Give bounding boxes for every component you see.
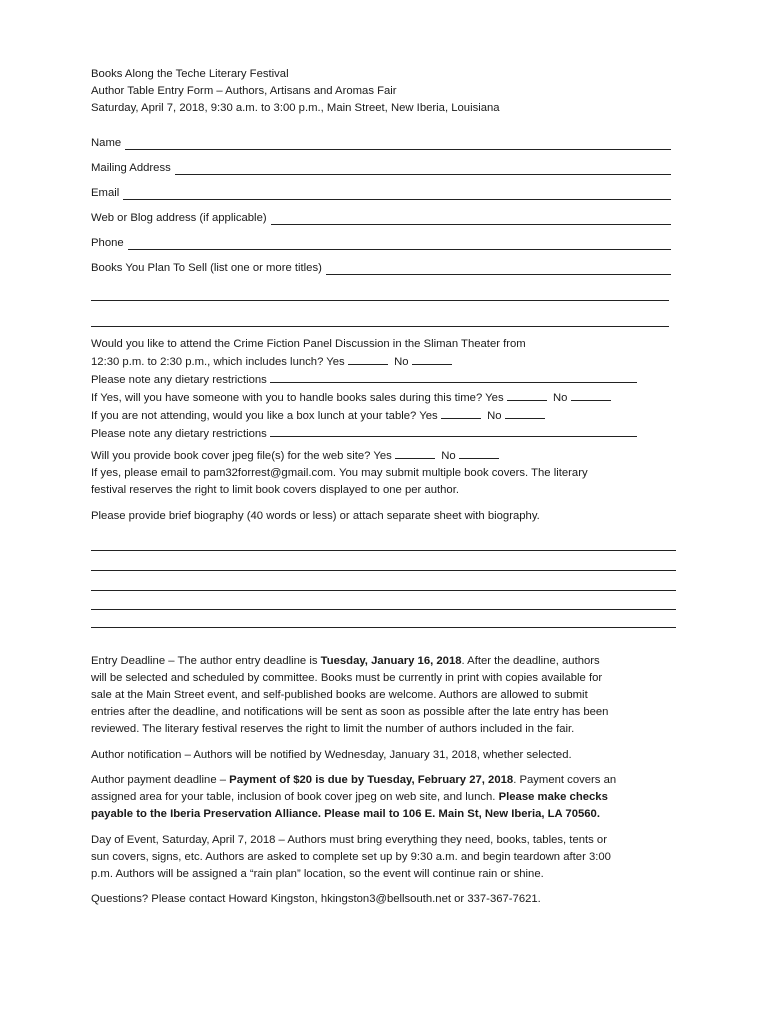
sales-yes-blank[interactable] (507, 389, 547, 401)
books-field[interactable] (91, 260, 671, 277)
payment-covers-text: assigned area for your table, inclusion of book cover jpeg on web site, and lunch. (91, 791, 499, 803)
deadline-line: reviewed. The literary festival reserves the right to limit the number of authors included in the fair. (91, 723, 575, 735)
biography-line[interactable] (91, 550, 676, 551)
panel-yes-blank[interactable] (348, 353, 388, 365)
day-of-line: sun covers, signs, etc. Authors are asked to complete set up by 9:30 a.m. and begin teardown after 3:00 (91, 851, 611, 863)
box-lunch-line (91, 407, 691, 425)
books-extra-line[interactable] (91, 300, 669, 301)
day-of-line: Day of Event, Saturday, April 7, 2018 – Authors must bring everything they need, books, tables, tents or (91, 834, 607, 846)
web-label: Web or Blog address (if applicable) (91, 212, 267, 224)
panel-question: Would you like to attend the Crime Fiction Panel Discussion in the Sliman Theater from (91, 338, 526, 350)
cover-yes-blank[interactable] (395, 447, 435, 459)
entry-deadline-paragraph (91, 653, 681, 738)
notification-text: Author notification – Authors will be notified by Wednesday, January 31, 2018, whether selected. (91, 749, 572, 761)
deadline-line (91, 653, 681, 670)
payment-line (91, 789, 681, 806)
box-yes-blank[interactable] (441, 407, 481, 419)
book-cover-section (91, 447, 691, 499)
questions-text: Questions? Please contact Howard Kingston, hkingston3@bellsouth.net or 337-367-7621. (91, 893, 541, 905)
event-date-location: Saturday, April 7, 2018, 9:30 a.m. to 3:00 p.m., Main Street, New Iberia, Louisiana (91, 102, 500, 114)
panel-question-times (91, 353, 691, 371)
payment-checks-text: Please make checks (498, 791, 608, 803)
dietary-blank[interactable] (270, 425, 637, 437)
name-field[interactable] (91, 135, 671, 152)
biography-line[interactable] (91, 570, 676, 571)
payment-line (91, 806, 681, 823)
biography-line[interactable] (91, 609, 676, 610)
dietary-line (91, 371, 691, 389)
email-blank[interactable] (123, 187, 671, 200)
mailing-address-label: Mailing Address (91, 162, 171, 174)
panel-lunch-text: 12:30 p.m. to 2:30 p.m., which includes lunch? Yes (91, 356, 345, 368)
payment-paragraph (91, 772, 681, 823)
payment-line (91, 772, 681, 789)
deadline-date: Tuesday, January 16, 2018 (320, 655, 462, 667)
deadline-line: entries after the deadline, and notifications will be sent as soon as possible after the late entry has been (91, 706, 609, 718)
dietary-label: Please note any dietary restrictions (91, 374, 267, 386)
deadline-line: sale at the Main Street event, and self-published books are welcome. Authors are allowed to submit (91, 689, 588, 701)
day-of-line: p.m. Authors will be assigned a “rain plan” location, so the event will continue rain or shine. (91, 868, 544, 880)
mailing-address-field[interactable] (91, 160, 671, 177)
day-of-event-paragraph (91, 832, 681, 883)
books-label: Books You Plan To Sell (list one or more titles) (91, 262, 322, 274)
book-cover-email: If yes, please email to pam32forrest@gmail.com. You may submit multiple book covers. The literary (91, 467, 588, 479)
biography-line[interactable] (91, 590, 676, 591)
form-header (91, 66, 691, 117)
panel-no-blank[interactable] (412, 353, 452, 365)
phone-blank[interactable] (128, 237, 671, 250)
panel-no-label: No (394, 356, 409, 368)
payment-text-tail: . Payment covers an (513, 774, 617, 786)
payment-text: Author payment deadline – (91, 774, 230, 786)
payment-mail-address: payable to the Iberia Preservation Alliance. Please mail to 106 E. Main St, New Iberia, LA 70560. (91, 808, 600, 820)
email-label: Email (91, 187, 120, 199)
deadline-line: will be selected and scheduled by committee. Books must be currently in print with copies available for (91, 672, 603, 684)
name-blank[interactable] (125, 137, 671, 150)
name-label: Name (91, 137, 122, 149)
books-extra-line[interactable] (91, 326, 669, 327)
author-notification (91, 747, 681, 764)
payment-amount-due: Payment of $20 is due by Tuesday, February 27, 2018 (229, 774, 514, 786)
mailing-address-blank[interactable] (175, 162, 671, 175)
web-blank[interactable] (271, 212, 671, 225)
box-no-blank[interactable] (505, 407, 545, 419)
biography-section (91, 508, 691, 525)
box-lunch-question: If you are not attending, would you like a box lunch at your table? Yes (91, 410, 438, 422)
books-blank[interactable] (326, 262, 671, 275)
phone-field[interactable] (91, 235, 671, 252)
deadline-text: Entry Deadline – The author entry deadline is (91, 655, 321, 667)
sales-no-blank[interactable] (571, 389, 611, 401)
dietary-blank[interactable] (270, 371, 637, 383)
dietary-label: Please note any dietary restrictions (91, 428, 267, 440)
sales-helper-line (91, 389, 691, 407)
book-cover-question: Will you provide book cover jpeg file(s) for the web site? Yes (91, 450, 392, 462)
questions-contact (91, 891, 681, 908)
cover-no-blank[interactable] (459, 447, 499, 459)
deadline-text-tail: . After the deadline, authors (461, 655, 600, 667)
box-no-label: No (487, 410, 502, 422)
book-cover-limit: festival reserves the right to limit book covers displayed to one per author. (91, 484, 459, 496)
sales-no-label: No (553, 392, 568, 404)
email-field[interactable] (91, 185, 671, 202)
form-title: Author Table Entry Form – Authors, Artisans and Aromas Fair (91, 85, 397, 97)
festival-title: Books Along the Teche Literary Festival (91, 68, 289, 80)
sales-helper-question: If Yes, will you have someone with you to handle books sales during this time? Yes (91, 392, 504, 404)
phone-label: Phone (91, 237, 124, 249)
dietary-line (91, 425, 691, 443)
biography-prompt: Please provide brief biography (40 words or less) or attach separate sheet with biography. (91, 510, 540, 522)
biography-line[interactable] (91, 627, 676, 628)
web-field[interactable] (91, 210, 671, 227)
cover-no-label: No (441, 450, 456, 462)
book-cover-line (91, 447, 691, 465)
panel-section (91, 336, 691, 443)
